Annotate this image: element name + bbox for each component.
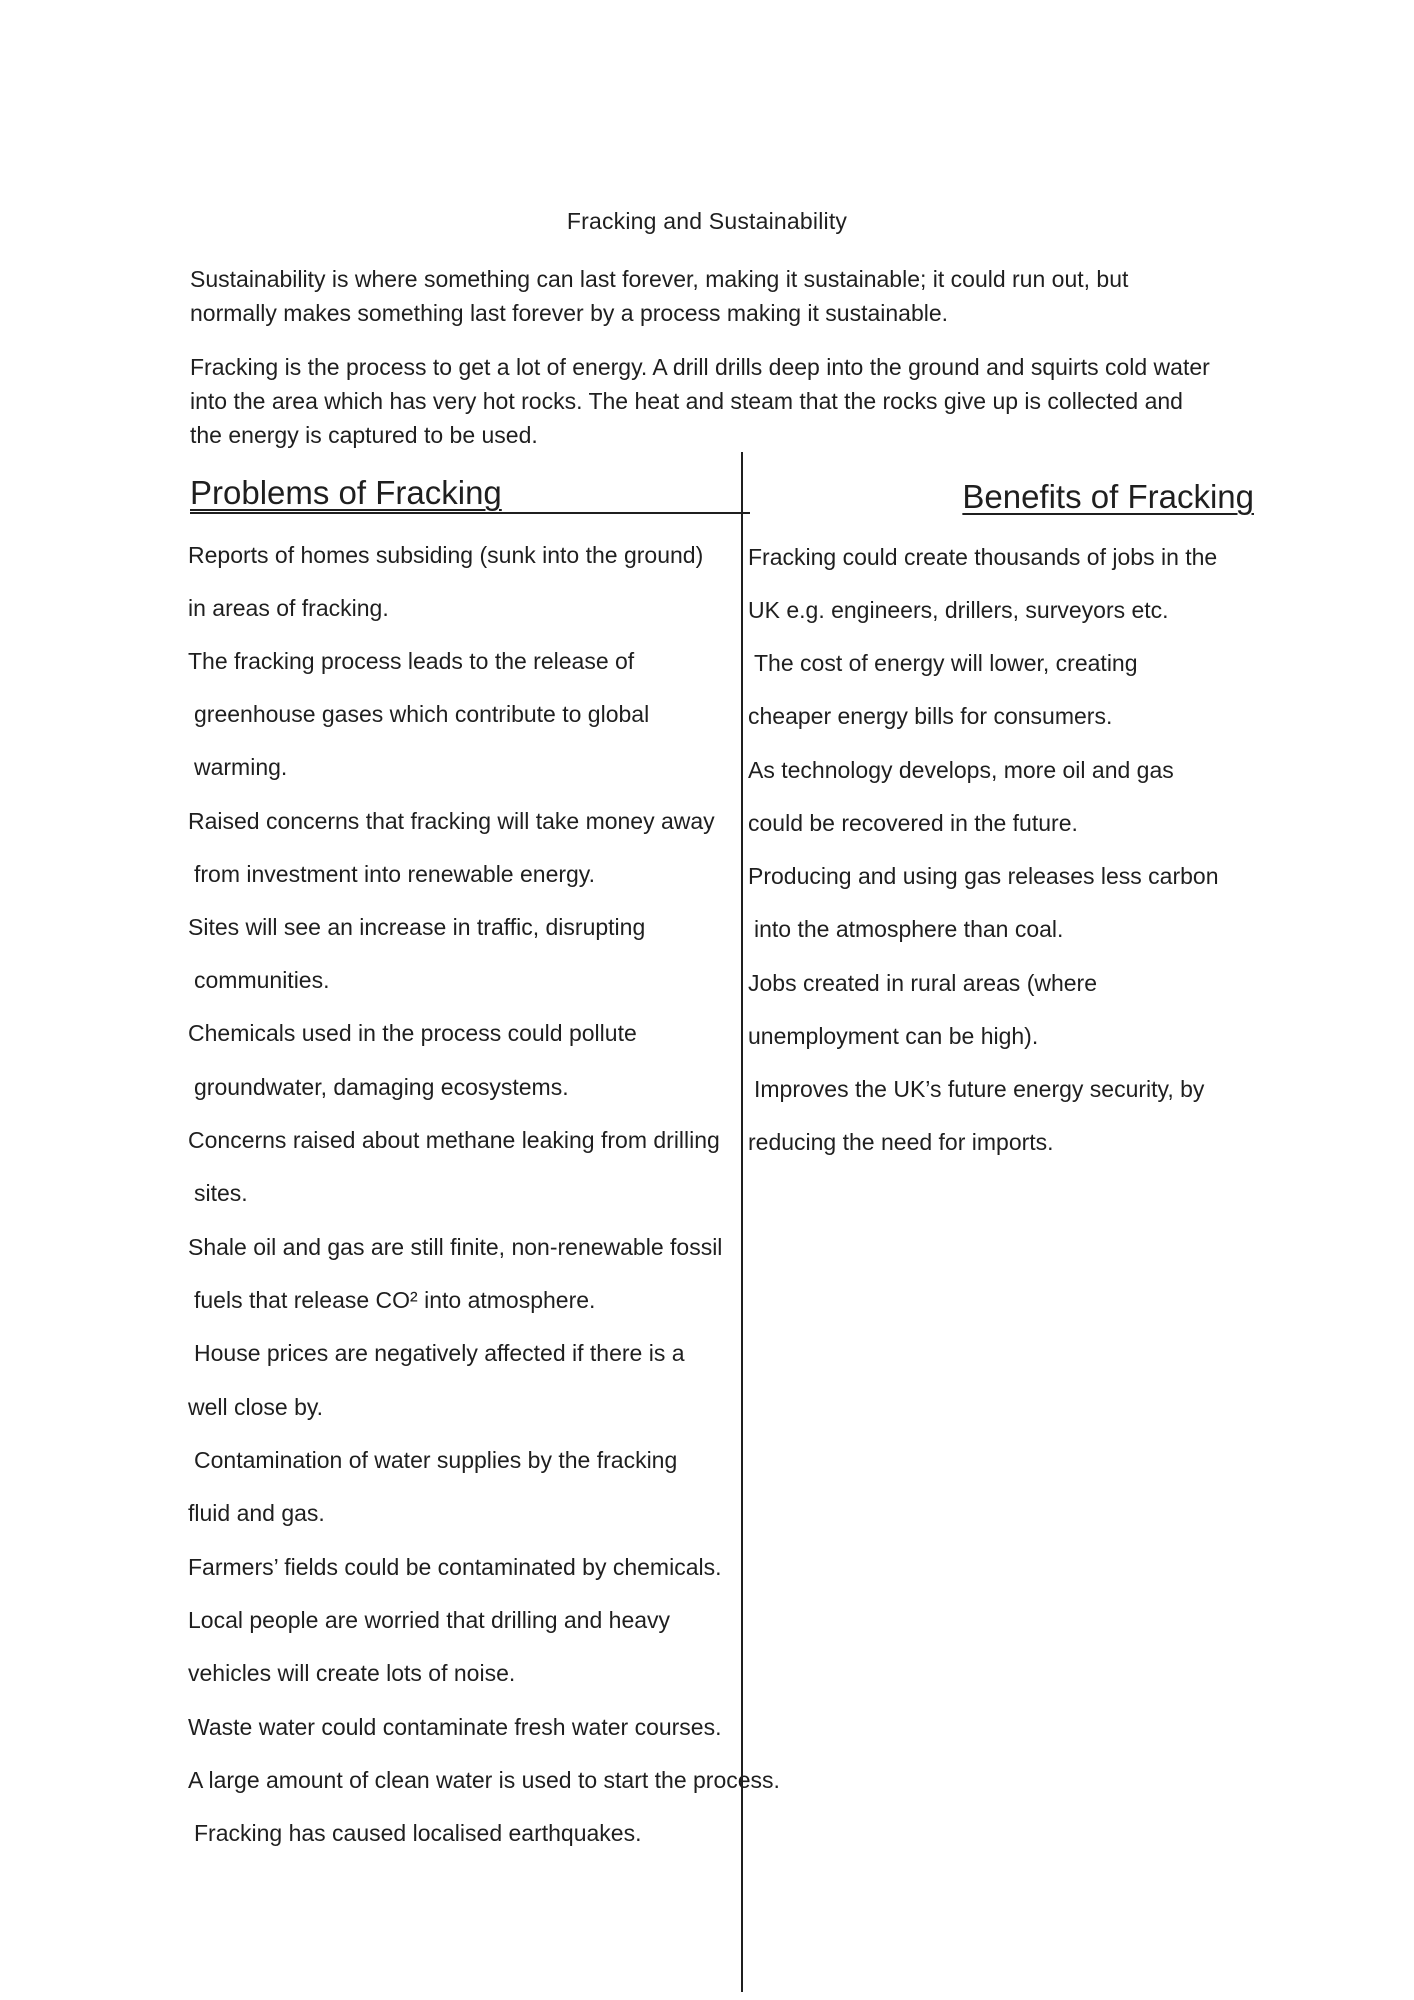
column-divider: [741, 452, 743, 1992]
problem-line: sites.: [194, 1180, 248, 1206]
problem-line: Raised concerns that fracking will take money away: [188, 808, 715, 834]
problem-line: from investment into renewable energy.: [194, 861, 595, 887]
problem-line: greenhouse gases which contribute to global: [194, 701, 650, 727]
benefit-line: UK e.g. engineers, drillers, surveyors etc.: [748, 597, 1169, 623]
page-title: Fracking and Sustainability: [566, 208, 848, 234]
problem-line: warming.: [194, 754, 288, 780]
sustainability-paragraph: [190, 262, 1270, 330]
problem-line: House prices are negatively affected if there is a: [194, 1340, 685, 1366]
benefits-heading: Benefits of Fracking: [962, 478, 1254, 515]
paragraph-line: Fracking is the process to get a lot of energy. A drill drills deep into the ground and squirts cold water: [190, 354, 1210, 380]
problem-line: in areas of fracking.: [188, 595, 389, 621]
benefit-line: could be recovered in the future.: [748, 810, 1078, 836]
problem-line: Contamination of water supplies by the fracking: [194, 1447, 678, 1473]
benefit-line: Producing and using gas releases less carbon: [748, 863, 1219, 889]
problem-line: fuels that release CO² into atmosphere.: [194, 1287, 596, 1313]
problem-line: Local people are worried that drilling and heavy: [188, 1607, 671, 1633]
benefit-line: reducing the need for imports.: [748, 1129, 1054, 1155]
problem-line: communities.: [194, 967, 330, 993]
problem-line: Chemicals used in the process could pollute: [188, 1020, 637, 1046]
problem-line: A large amount of clean water is used to start the process.: [188, 1767, 780, 1793]
benefit-line: As technology develops, more oil and gas: [748, 757, 1174, 783]
problem-line: well close by.: [188, 1394, 324, 1420]
paragraph-line: Sustainability is where something can last forever, making it sustainable; it could run out, but: [190, 266, 1129, 292]
paragraph-line: into the area which has very hot rocks. The heat and steam that the rocks give up is collected and: [190, 388, 1183, 414]
problem-line: fluid and gas.: [188, 1500, 325, 1526]
benefit-line: cheaper energy bills for consumers.: [748, 703, 1113, 729]
problem-line: vehicles will create lots of noise.: [188, 1660, 516, 1686]
heading-divider: [190, 512, 750, 514]
problem-line: Reports of homes subsiding (sunk into the ground): [188, 542, 704, 568]
problems-heading: Problems of Fracking: [190, 474, 502, 511]
benefit-line: unemployment can be high).: [748, 1023, 1039, 1049]
problem-line: Waste water could contaminate fresh water courses.: [188, 1714, 722, 1740]
paragraph-line: normally makes something last forever by a process making it sustainable.: [190, 300, 949, 326]
benefit-line: Jobs created in rural areas (where: [748, 970, 1097, 996]
problem-line: Fracking has caused localised earthquakes.: [194, 1820, 642, 1846]
problem-line: Shale oil and gas are still finite, non-renewable fossil: [188, 1234, 723, 1260]
benefit-line: Fracking could create thousands of jobs in the: [748, 544, 1218, 570]
problem-line: Farmers’ fields could be contaminated by chemicals.: [188, 1554, 722, 1580]
problem-line: Concerns raised about methane leaking from drilling: [188, 1127, 720, 1153]
problem-line: groundwater, damaging ecosystems.: [194, 1074, 569, 1100]
problem-line: Sites will see an increase in traffic, disrupting: [188, 914, 646, 940]
benefit-line: The cost of energy will lower, creating: [754, 650, 1138, 676]
problem-line: The fracking process leads to the release of: [188, 648, 635, 674]
benefit-line: into the atmosphere than coal.: [754, 916, 1064, 942]
fracking-paragraph: [190, 350, 1270, 452]
benefit-line: Improves the UK’s future energy security, by: [754, 1076, 1205, 1102]
paragraph-line: the energy is captured to be used.: [190, 422, 538, 448]
